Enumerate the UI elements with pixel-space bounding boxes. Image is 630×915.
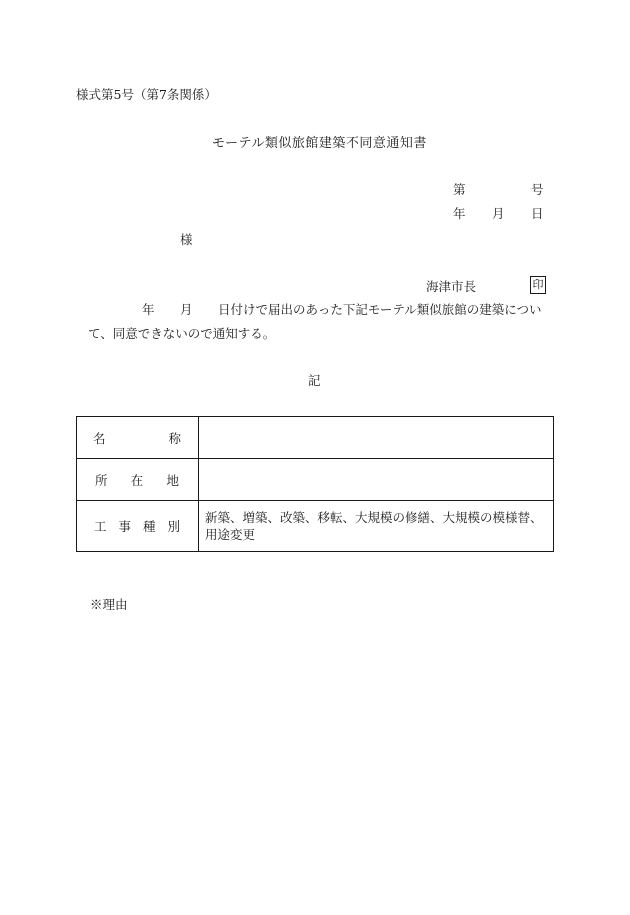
body-year-label: 年 <box>142 302 155 317</box>
details-table <box>76 416 554 552</box>
value-cell <box>199 459 554 501</box>
construction-type-value: 新築、増築、改築、移転、大規模の修繕、大規模の模様替、用途変更 <box>199 501 554 552</box>
document-title: モーテル類似旅館建築不同意通知書 <box>212 136 427 151</box>
body-text-line2: て、同意できないので通知する。 <box>88 326 276 341</box>
label-cell <box>77 501 199 552</box>
addressee-honorific: 様 <box>180 232 193 247</box>
value-cell <box>199 417 554 459</box>
number-prefix: 第 <box>453 182 466 197</box>
reason-label: ※理由 <box>90 597 128 612</box>
seal-mark: 印 <box>530 276 546 294</box>
label-char: 工 <box>94 519 107 534</box>
table-row <box>77 459 554 501</box>
label-char: 事 <box>118 519 131 534</box>
form-number: 様式第5号（第7条関係） <box>76 87 217 102</box>
label-cell <box>77 417 199 459</box>
table-row <box>77 417 554 459</box>
section-mark: 記 <box>308 373 321 388</box>
date-year-label: 年 <box>453 206 466 221</box>
body-text-line1: 日付けで届出のあった下記モーテル類似旅館の建築につい <box>218 302 542 317</box>
label-char: 種 <box>142 519 156 534</box>
label-char: 在 <box>130 472 144 488</box>
date-day-label: 日 <box>531 206 544 221</box>
label-char: 称 <box>168 430 181 446</box>
body-month-label: 月 <box>180 302 193 317</box>
issuer-name: 海津市長 <box>426 279 477 294</box>
table-row <box>77 501 554 552</box>
date-month-label: 月 <box>492 206 505 221</box>
number-suffix: 号 <box>531 182 544 197</box>
label-cell <box>77 459 199 501</box>
label-char: 名 <box>93 430 106 446</box>
label-char: 所 <box>95 472 108 488</box>
label-char: 別 <box>167 519 180 534</box>
label-char: 地 <box>166 472 179 488</box>
